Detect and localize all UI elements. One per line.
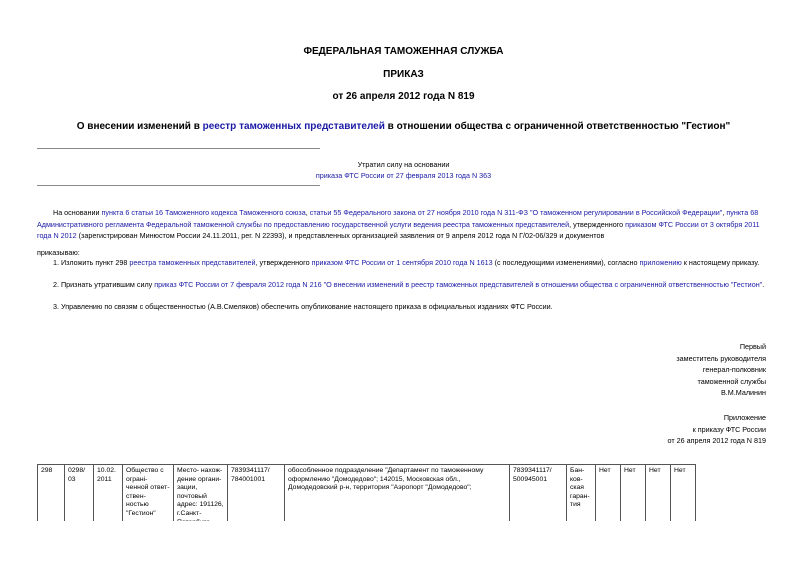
order-2012-link[interactable]: приказом ФТС России от 3 октября 2011 года N 2012 [37, 219, 760, 240]
divider-top [37, 148, 320, 149]
appendix-line: Приложение [723, 413, 766, 422]
basis-text: (зарегистрирован Минюстом России 24.11.2011, рег. N 22393), и представленных организацией заявления от 9 апреля 2012 года N Г/02-06/329 и документов [76, 231, 605, 240]
appendix-link[interactable]: приложению [639, 258, 682, 267]
cell-flag: Нет [621, 465, 646, 556]
appendix-line: от 26 апреля 2012 года N 819 [667, 436, 766, 445]
signature-line: В.М.Малинин [720, 388, 766, 397]
title-prefix: О внесении изменений в [76, 121, 203, 132]
document-title [0, 121, 807, 132]
divider-bottom [37, 185, 320, 186]
cell-flag: Нет [596, 465, 621, 556]
cell-address: Место- нахож- дение органи- зации, почтовый адрес: 191126, г.Санкт- [174, 465, 228, 556]
registry-link-2[interactable]: реестра таможенных представителей [129, 258, 256, 267]
item-text: . [762, 280, 765, 289]
order-216-link[interactable]: приказ ФТС России от 7 февраля 2012 года N 216 "О внесении изменений в реестр таможенных представителей в отношении общества с ограниченной ответственностью "Гестион" [154, 280, 763, 289]
item-text: 1. Изложить пункт 298 [53, 258, 130, 267]
page-cut-mask [0, 521, 807, 571]
doc-date-number: от 26 апреля 2012 года N 819 [332, 91, 475, 102]
cell-flag: Нет [671, 465, 696, 556]
basis-paragraph [37, 207, 771, 242]
order-word: приказываю: [37, 248, 80, 257]
item-text: , утвержденного [255, 258, 312, 267]
org-name: ФЕДЕРАЛЬНАЯ ТАМОЖЕННАЯ СЛУЖБА [303, 46, 504, 57]
item-text: (с последующими изменениями), согласно [492, 258, 640, 267]
cell-org-name: Общество с огранi- ченной ответ- ствен- ностью "Гестион" [123, 465, 174, 556]
basis-text: На основании [53, 208, 102, 217]
appendix-line: к приказу ФТС России [692, 424, 766, 434]
cell-guarantee: Бан- ков- ская гаран- тия [567, 465, 596, 556]
cell-date: 10.02. 2011 [94, 465, 123, 556]
cell-reg-number: 0298/ 03 [65, 465, 94, 556]
signature-line: Первый [739, 342, 766, 351]
title-suffix: в отношении общества с ограниченной ответственностью "Гестион" [384, 121, 731, 132]
regulation-link[interactable]: пункта 68 Административного регламента Федеральной таможенной службы по предоставлению государственной услуги ведения реестра таможенных представителей [37, 208, 759, 229]
cell-inn-kpp: 7839341117/ 784001001 [228, 465, 285, 556]
order-1613-link[interactable]: приказом ФТС России от 1 сентября 2010 года N 1613 [311, 258, 493, 267]
cell-subdivision: обособленное подразделение "Департамент по таможенному оформлению "Домодедово"; 142015, Московская обл., Домодедовский р-н, территория "Аэропорт "Домодедово"; [285, 465, 510, 556]
signature-line: генерал-полковник [702, 365, 766, 374]
registry-link[interactable]: реестр таможенных представителей [202, 121, 385, 132]
signature-line: заместитель руководителя [676, 353, 766, 363]
status-line: Утратил силу на основании [357, 160, 450, 169]
signature-line: таможенной службы [697, 376, 766, 386]
basis-text: , [722, 208, 727, 217]
order-item-2 [53, 279, 773, 291]
signature-block [676, 341, 766, 399]
federal-law-link[interactable]: статьи 55 Федерального закона от 27 ноября 2010 года N 311-ФЗ "О таможенном регулировании в Российской Федерации" [309, 208, 723, 217]
customs-code-link[interactable]: пункта 6 статьи 16 Таможенного кодекса Таможенного союза [101, 208, 306, 217]
cell-inn-kpp-2: 7839341117/ 500945001 [510, 465, 567, 556]
basis-text: , утвержденного [569, 219, 626, 229]
appendix-block [667, 412, 766, 447]
item-text: к настоящему приказу. [681, 258, 760, 267]
basis-text: , [305, 208, 310, 217]
cell-flag: Нет [646, 465, 671, 556]
doc-type: ПРИКАЗ [383, 69, 424, 80]
order-item-3: 3. Управлению по связям с общественностью (А.В.Смеляков) обеспечить опубликование настоящего приказа в официальных изданиях ФТС России. [53, 302, 553, 311]
cell-number: 298 [38, 465, 65, 556]
order-item-1 [53, 257, 773, 269]
repeal-link[interactable]: приказа ФТС России от 27 февраля 2013 года N 363 [315, 171, 492, 180]
item-text: 2. Признать утратившим силу [53, 280, 155, 289]
